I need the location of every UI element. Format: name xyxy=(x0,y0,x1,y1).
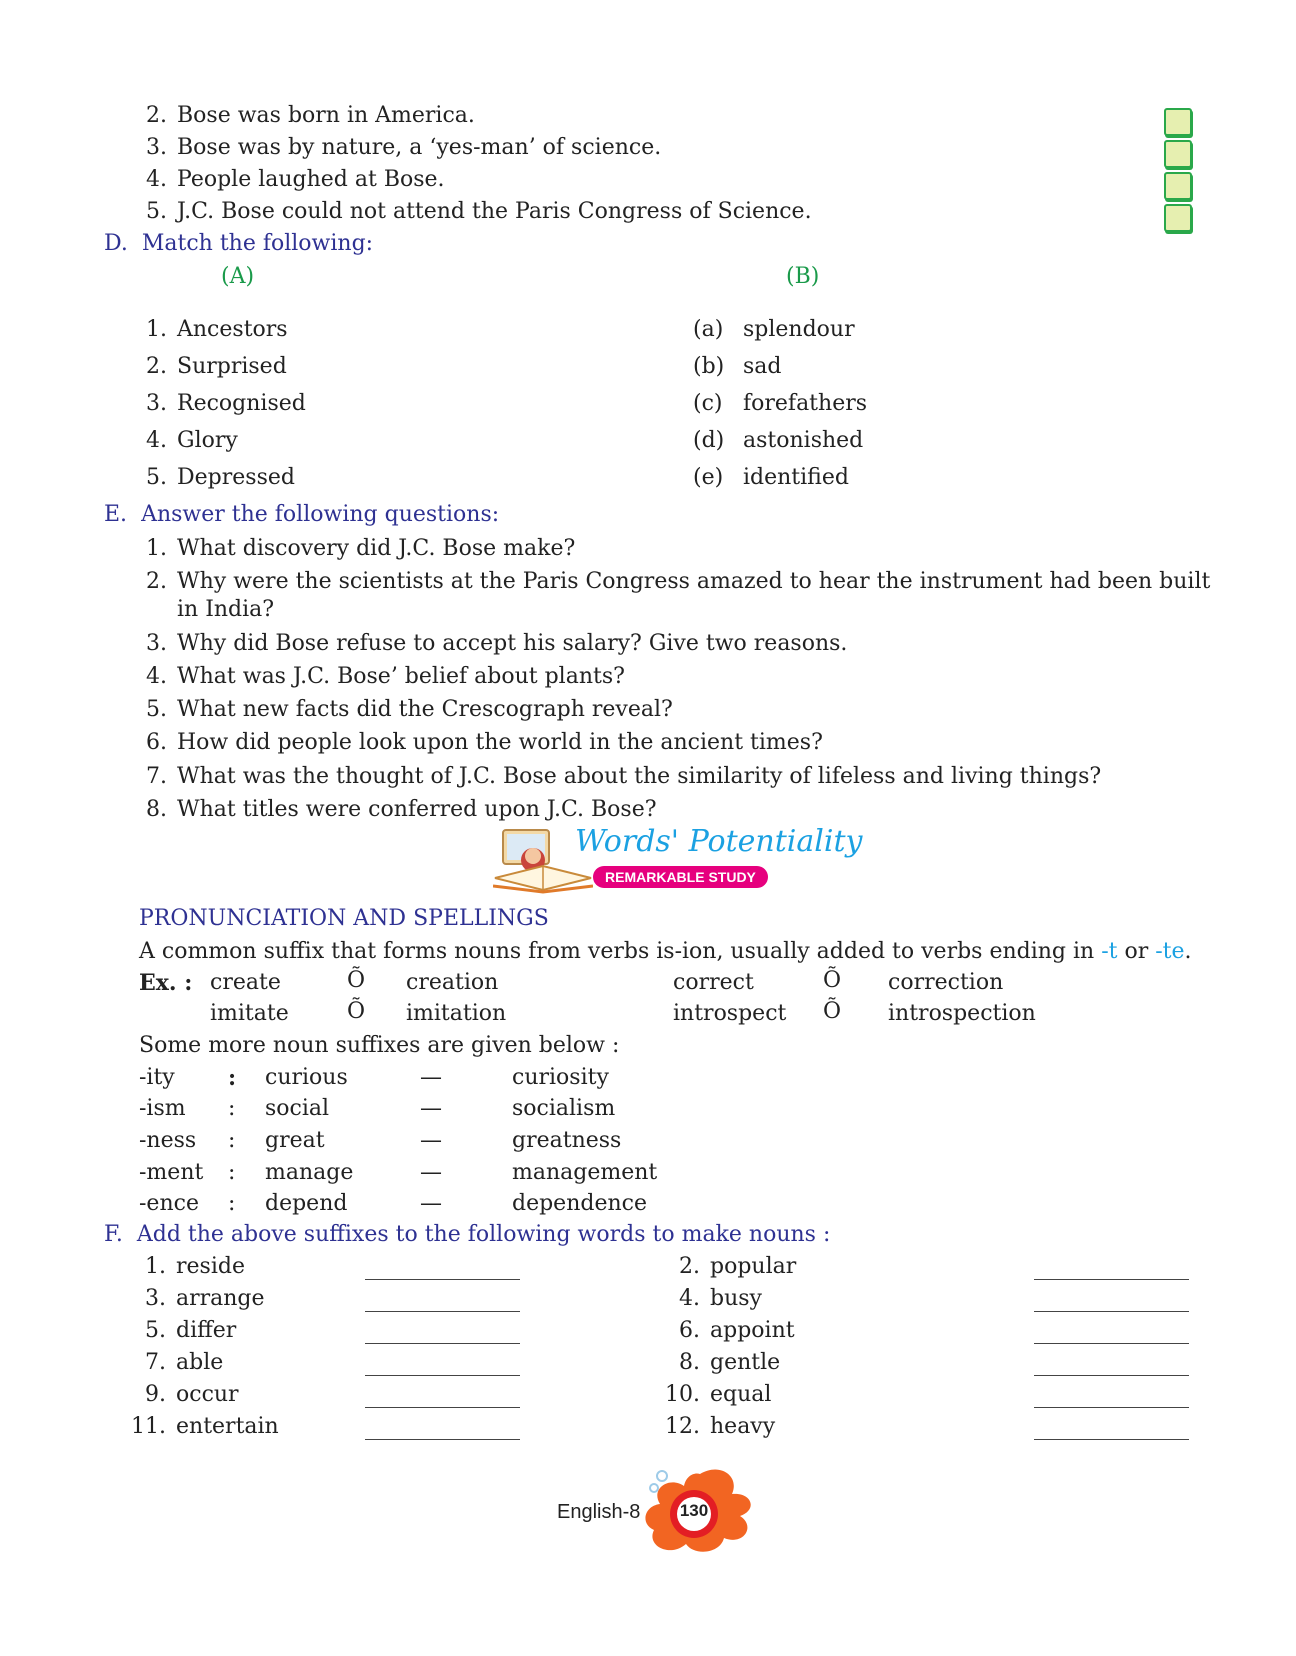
suffix-intro: A common suffix that forms nouns from verbs is-ion, usually added to verbs ending in -t or -te. xyxy=(139,939,1192,964)
section-e-heading: E. Answer the following questions: xyxy=(104,502,500,527)
suffix-base-word: manage xyxy=(265,1160,354,1185)
more-suffixes-heading: Some more noun suffixes are given below : xyxy=(139,1033,620,1058)
exercise-item: 6. appoint xyxy=(679,1318,795,1343)
example-to: imitation xyxy=(406,1001,507,1026)
example-from: create xyxy=(210,970,281,995)
suffix-base-word: curious xyxy=(265,1065,348,1090)
example-from: imitate xyxy=(210,1001,289,1026)
answer-blank[interactable] xyxy=(1034,1343,1189,1344)
answer-blank[interactable] xyxy=(365,1375,520,1376)
answer-blank[interactable] xyxy=(1034,1311,1189,1312)
list-item: 2. Bose was born in America. xyxy=(146,103,475,128)
match-left-item: 5. Depressed xyxy=(146,465,295,490)
suffix-colon: : xyxy=(228,1160,236,1185)
arrow-icon: Õ xyxy=(347,968,366,993)
exercise-item: 3. arrange xyxy=(145,1286,265,1311)
suffix-name: -ness xyxy=(139,1128,197,1153)
match-right-item: (d) astonished xyxy=(693,428,864,453)
banner-title: Words' Potentiality xyxy=(575,824,863,859)
match-right-item: (e) identified xyxy=(693,465,849,490)
exercise-item: 5. differ xyxy=(145,1318,237,1343)
answer-blank[interactable] xyxy=(365,1439,520,1440)
suffix-dash: — xyxy=(420,1191,442,1216)
example-from: introspect xyxy=(673,1001,787,1026)
answer-checkbox[interactable] xyxy=(1164,140,1192,168)
suffix-base-word: great xyxy=(265,1128,325,1153)
column-a-label: (A) xyxy=(221,264,255,289)
match-left-item: 1. Ancestors xyxy=(146,317,288,342)
suffix-colon: : xyxy=(228,1096,236,1121)
suffix-colon: : xyxy=(228,1128,236,1153)
question-item: 4. What was J.C. Bose’ belief about plants? xyxy=(146,664,625,689)
exercise-item: 12. heavy xyxy=(665,1414,776,1439)
suffix-colon: : xyxy=(228,1191,236,1216)
list-item: 5. J.C. Bose could not attend the Paris Congress of Science. xyxy=(146,199,812,224)
match-right-item: (c) forefathers xyxy=(693,391,868,416)
suffix-name: -ity xyxy=(139,1065,175,1090)
match-right-item: (b) sad xyxy=(693,354,782,379)
answer-blank[interactable] xyxy=(365,1343,520,1344)
suffix-name: -ism xyxy=(139,1096,186,1121)
list-item: 4. People laughed at Bose. xyxy=(146,167,445,192)
arrow-icon: Õ xyxy=(347,999,366,1024)
exercise-item: 11. entertain xyxy=(131,1414,279,1439)
footer-book-title: English-8 xyxy=(557,1501,641,1523)
pronunciation-heading: PRONUNCIATION AND SPELLINGS xyxy=(139,906,549,931)
exercise-item: 9. occur xyxy=(145,1382,239,1407)
suffix-name: -ment xyxy=(139,1160,204,1185)
question-item: 6. How did people look upon the world in the ancient times? xyxy=(146,730,823,755)
page-number-badge xyxy=(640,1466,760,1554)
match-left-item: 2. Surprised xyxy=(146,354,287,379)
question-item: 3. Why did Bose refuse to accept his salary? Give two reasons. xyxy=(146,631,848,656)
suffix-dash: — xyxy=(420,1128,442,1153)
question-item: 2. Why were the scientists at the Paris Congress amazed to hear the instrument had been built xyxy=(146,569,1211,594)
suffix-dash: — xyxy=(420,1065,442,1090)
answer-blank[interactable] xyxy=(365,1311,520,1312)
example-to: introspection xyxy=(888,1001,1036,1026)
suffix-name: -ence xyxy=(139,1191,199,1216)
exercise-item: 4. busy xyxy=(679,1286,762,1311)
answer-blank[interactable] xyxy=(365,1279,520,1280)
exercise-item: 8. gentle xyxy=(679,1350,781,1375)
suffix-noun: socialism xyxy=(512,1096,616,1121)
section-f-heading: F. Add the above suffixes to the following words to make nouns : xyxy=(104,1222,831,1247)
exercise-item: 2. popular xyxy=(679,1254,797,1279)
answer-blank[interactable] xyxy=(1034,1375,1189,1376)
list-item: 3. Bose was by nature, a ‘yes-man’ of science. xyxy=(146,135,662,160)
suffix-noun: management xyxy=(512,1160,658,1185)
answer-blank[interactable] xyxy=(1034,1279,1189,1280)
exercise-item: 7. able xyxy=(145,1350,224,1375)
banner-subtitle: REMARKABLE STUDY xyxy=(593,866,768,888)
arrow-icon: Õ xyxy=(823,999,842,1024)
words-potentiality-banner xyxy=(493,824,863,894)
answer-blank[interactable] xyxy=(1034,1407,1189,1408)
match-left-item: 3. Recognised xyxy=(146,391,306,416)
exercise-item: 10. equal xyxy=(665,1382,772,1407)
page-number: 130 xyxy=(679,1501,709,1520)
example-to: correction xyxy=(888,970,1004,995)
question-item-continuation: in India? xyxy=(177,597,275,622)
question-item: 8. What titles were conferred upon J.C. Bose? xyxy=(146,797,657,822)
example-to: creation xyxy=(406,970,499,995)
suffix-base-word: depend xyxy=(265,1191,348,1216)
answer-checkbox[interactable] xyxy=(1164,108,1192,136)
suffix-base-word: social xyxy=(265,1096,330,1121)
suffix-noun: dependence xyxy=(512,1191,647,1216)
answer-blank[interactable] xyxy=(1034,1439,1189,1440)
suffix-noun: greatness xyxy=(512,1128,622,1153)
column-b-label: (B) xyxy=(786,264,820,289)
example-label: Ex. : xyxy=(139,970,193,996)
answer-blank[interactable] xyxy=(365,1407,520,1408)
question-item: 1. What discovery did J.C. Bose make? xyxy=(146,536,576,561)
match-left-item: 4. Glory xyxy=(146,428,238,453)
example-from: correct xyxy=(673,970,754,995)
suffix-dash: — xyxy=(420,1096,442,1121)
question-item: 7. What was the thought of J.C. Bose about the similarity of lifeless and living things? xyxy=(146,764,1102,789)
answer-checkbox[interactable] xyxy=(1164,204,1192,232)
question-item: 5. What new facts did the Crescograph reveal? xyxy=(146,697,673,722)
suffix-noun: curiosity xyxy=(512,1065,609,1090)
match-right-item: (a) splendour xyxy=(693,317,855,342)
suffix-dash: — xyxy=(420,1160,442,1185)
section-d-heading: D. Match the following: xyxy=(104,231,374,256)
suffix-colon: : xyxy=(228,1065,237,1091)
arrow-icon: Õ xyxy=(823,968,842,993)
answer-checkbox[interactable] xyxy=(1164,172,1192,200)
exercise-item: 1. reside xyxy=(145,1254,245,1279)
